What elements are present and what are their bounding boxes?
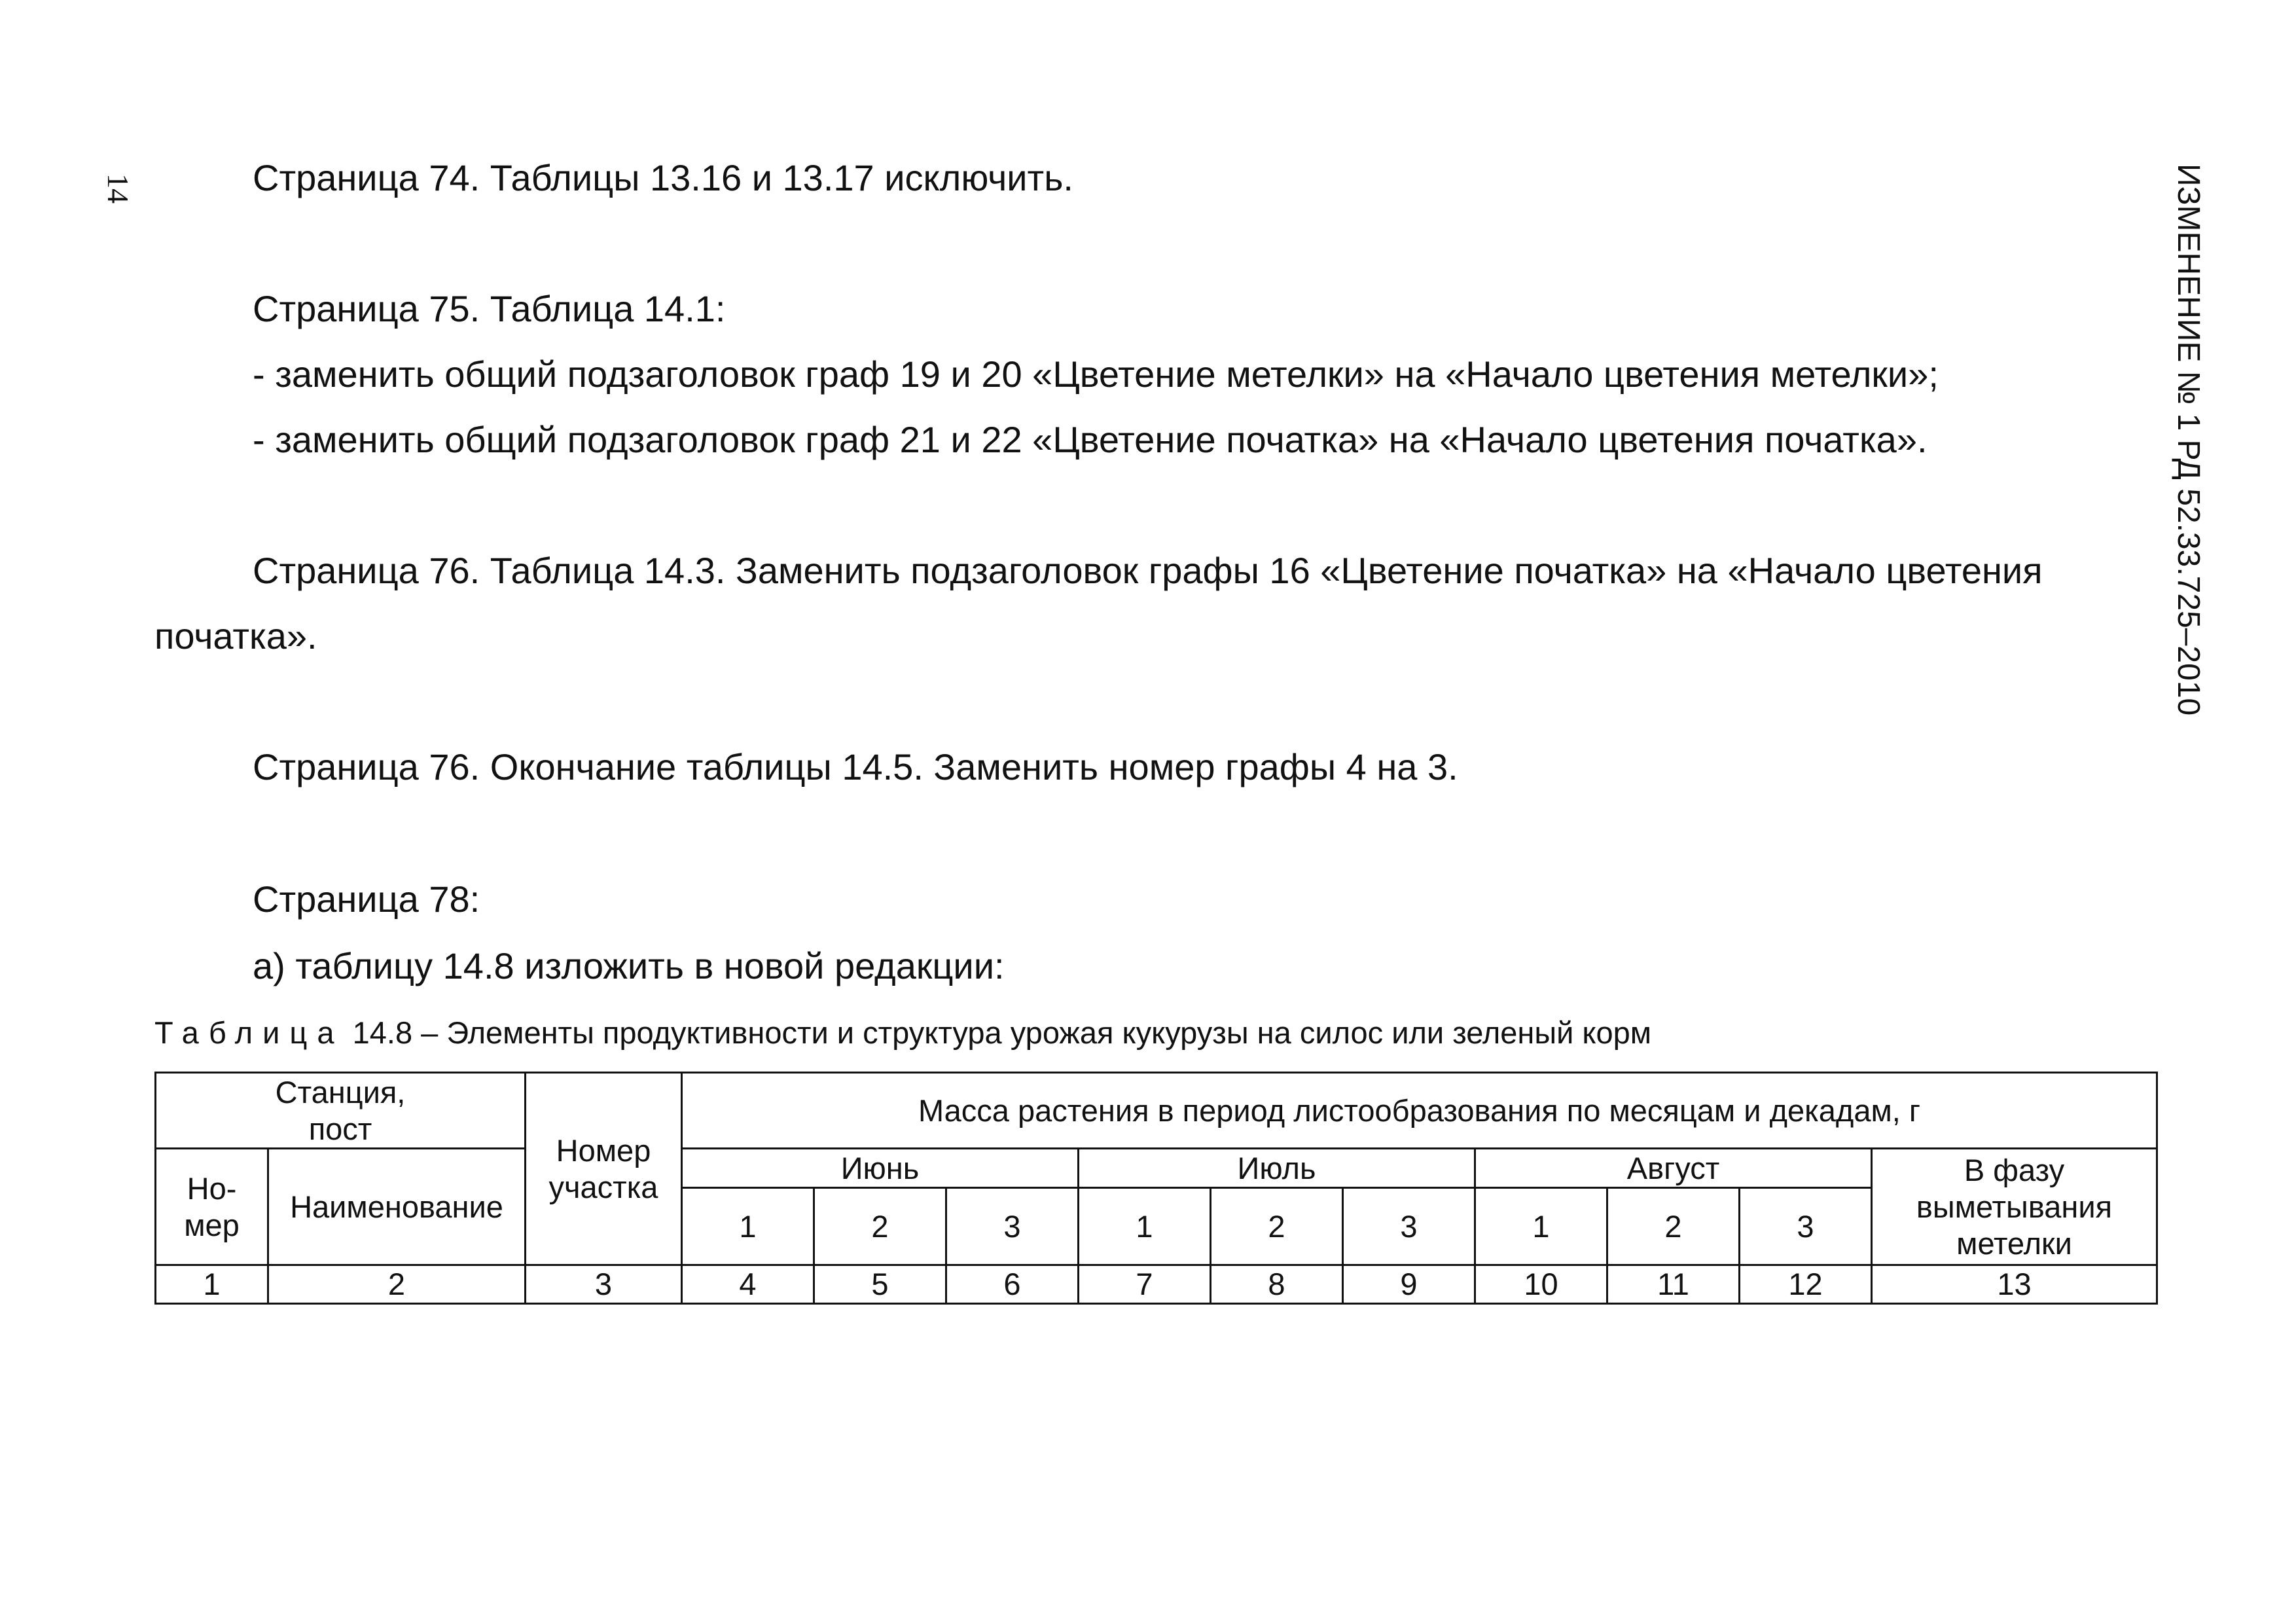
column-number-cell: 12: [1740, 1265, 1872, 1304]
table-caption: [154, 1015, 1651, 1051]
paragraph-table-14-8-new: а) таблицу 14.8 изложить в новой редакции:: [253, 945, 1005, 986]
decade-cell: 2: [1607, 1188, 1740, 1265]
decade-cell: 1: [682, 1188, 814, 1265]
column-number-cell: 2: [268, 1265, 526, 1304]
column-number-cell: 7: [1079, 1265, 1211, 1304]
paragraph-page-76-table-14-3-cont: початка».: [154, 615, 317, 657]
column-number-cell: 3: [526, 1265, 682, 1304]
paragraph-page-76-table-14-3: Страница 76. Таблица 14.3. Заменить подзаголовок графы 16 «Цветение початка» на «Начало цветения: [253, 550, 2043, 591]
name-header: Наименование: [268, 1149, 526, 1265]
column-number-cell: 8: [1211, 1265, 1343, 1304]
month-july-header: Июль: [1079, 1149, 1475, 1188]
document-side-title: [2171, 164, 2215, 753]
paragraph-page-75: Страница 75. Таблица 14.1:: [253, 288, 726, 329]
side-title-text: ИЗМЕНЕНИЕ № 1 РД 52.33.725–2010: [2171, 164, 2206, 716]
table-caption-label: Таблица: [154, 1015, 344, 1050]
month-august-header: Август: [1475, 1149, 1872, 1188]
decade-cell: 1: [1475, 1188, 1607, 1265]
decade-cell: 3: [946, 1188, 1079, 1265]
table-14-8: [154, 1072, 2158, 1305]
column-number-cell: 10: [1475, 1265, 1607, 1304]
paragraph-replace-panicle: - заменить общий подзаголовок граф 19 и 20 «Цветение метелки» на «Начало цветения метелки»;: [253, 353, 1939, 395]
paragraph-page-76-table-14-5: Страница 76. Окончание таблицы 14.5. Заменить номер графы 4 на 3.: [253, 746, 1458, 787]
paragraph-page-78: Страница 78:: [253, 878, 480, 920]
column-number-cell: 9: [1343, 1265, 1475, 1304]
station-header: Станция, пост: [156, 1073, 526, 1149]
decade-cell: 2: [1211, 1188, 1343, 1265]
column-number-cell: 4: [682, 1265, 814, 1304]
page-number: 14: [101, 173, 135, 204]
column-number-cell: 11: [1607, 1265, 1740, 1304]
decade-cell: 2: [814, 1188, 946, 1265]
number-header: Но- мер: [156, 1149, 268, 1265]
decade-cell: 1: [1079, 1188, 1211, 1265]
column-number-cell: 13: [1872, 1265, 2157, 1304]
decade-cell: 3: [1740, 1188, 1872, 1265]
decade-cell: 3: [1343, 1188, 1475, 1265]
mass-header: Масса растения в период листообразования по месяцам и декадам, г: [682, 1073, 2157, 1149]
paragraph-page-74: Страница 74. Таблицы 13.16 и 13.17 исключить.: [253, 157, 1073, 198]
column-number-cell: 1: [156, 1265, 268, 1304]
column-number-cell: 5: [814, 1265, 946, 1304]
phase-header: В фазу выметывания метелки: [1872, 1149, 2157, 1265]
month-june-header: Июнь: [682, 1149, 1079, 1188]
column-number-cell: 6: [946, 1265, 1079, 1304]
table-caption-text: 14.8 – Элементы продуктивности и структура урожая кукурузы на силос или зеленый корм: [352, 1015, 1652, 1050]
paragraph-replace-cob: - заменить общий подзаголовок граф 21 и 22 «Цветение початка» на «Начало цветения початка».: [253, 419, 1928, 460]
plot-number-header: Номер участка: [526, 1073, 682, 1265]
